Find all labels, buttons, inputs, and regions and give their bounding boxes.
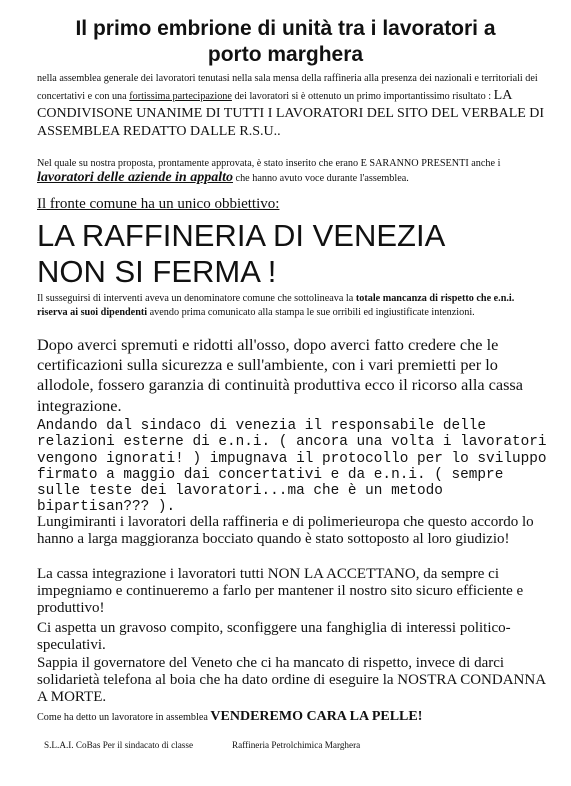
title-line-1: Il primo embrione di unità tra i lavoratori a xyxy=(75,17,496,40)
compito-paragraph: Ci aspetta un gravoso compito, sconfiggere una fanghiglia di interessi politico-speculativi. xyxy=(37,620,511,653)
appalto-bold: lavoratori delle aziende in appalto xyxy=(37,170,233,185)
title-line-2: porto marghera xyxy=(207,43,364,66)
interventi-end: avendo prima comunicato alla stampa le sue orribili ed ingiustificate intenzioni. xyxy=(147,307,475,318)
interventi-bold: totale mancanza di rispetto che e.n.i. riserva ai suoi dipendenti xyxy=(37,293,515,318)
footer-location: Raffineria Petrolchimica Marghera xyxy=(232,740,361,750)
lungimiranti-paragraph: Lungimiranti i lavoratori della raffineria e di polimerieuropa che questo accordo lo hanno a larga maggioranza bocciato quando è stato sottoposto al loro giudizio! xyxy=(37,514,534,547)
intro-text: nella assemblea generale dei lavoratori tenutasi nella sala mensa della raffineria alla presenza dei nazionali e territoriali dei concertativi e con una xyxy=(37,73,538,102)
interventi-text: Il susseguirsi di interventi aveva un denominatore comune che sottolineava la xyxy=(37,293,356,304)
headline xyxy=(37,218,547,290)
headline-line-2: NON SI FERMA ! xyxy=(37,254,277,289)
fronte-comune: Il fronte comune ha un unico obbiettivo: xyxy=(37,196,280,212)
interventi-paragraph xyxy=(37,291,547,319)
presenti-end: che hanno avuto voce durante l'assemblea. xyxy=(233,173,409,184)
intro-paragraph-2 xyxy=(37,155,547,186)
intro-underlined: fortissima partecipazione xyxy=(129,91,232,102)
closing-text: Come ha detto un lavoratore in assemblea xyxy=(37,712,211,723)
cassa-paragraph: La cassa integrazione i lavoratori tutti NON LA ACCETTANO, da sempre ci impegniamo e continueremo a farlo per mantener il nostro sito sicuro efficiente e produttivo! xyxy=(37,566,524,616)
intro-caps: LA CONDIVISONE UNANIME DI TUTTI I LAVORATORI DEL SITO DEL VERBALE DI ASSEMBLEA REDATTO DALLE R.S.U.. xyxy=(37,88,545,139)
spremuti-paragraph: Dopo averci spremuti e ridotti all'osso, dopo averci fatto credere che le certificazioni sulla sicurezza e sull'ambiente, con i vari premietti per lo allodole, fossero garanzia di continuità produttiva ecco il ricorso alla cassa integrazione. xyxy=(37,335,523,415)
footer-signature: S.L.A.I. CoBas Per il sindacato di classe xyxy=(44,740,194,750)
closing-bold: VENDEREMO CARA LA PELLE! xyxy=(210,709,423,724)
sindaco-paragraph: Andando dal sindaco di venezia il responsabile delle relazioni esterne di e.n.i. ( ancora una volta i lavoratori vengono ignorati! ) impugnava il protocollo per lo sviluppo firmato a maggio dai concertativi e da e.n.i. ( sempre sulle teste dei lavoratori...ma che è un metodo bipartisan??? ). xyxy=(37,418,547,516)
governatore-paragraph: Sappia il governatore del Veneto che ci ha mancato di rispetto, invece di darci solidarietà telefona al boia che ha dato ordine di eseguire la NOSTRA CONDANNA A MORTE. xyxy=(37,655,546,705)
headline-line-1: LA RAFFINERIA DI VENEZIA xyxy=(37,218,446,253)
document-title xyxy=(20,16,551,68)
presenti-text: Nel quale su nostra proposta, prontamente approvata, è stato inserito che erano E SARANNO PRESENTI anche i xyxy=(37,158,501,169)
closing-line xyxy=(37,707,547,725)
intro-paragraph-1 xyxy=(37,68,547,140)
intro-text-end: dei lavoratori si è ottenuto un primo importantissimo risultato : xyxy=(231,91,494,102)
